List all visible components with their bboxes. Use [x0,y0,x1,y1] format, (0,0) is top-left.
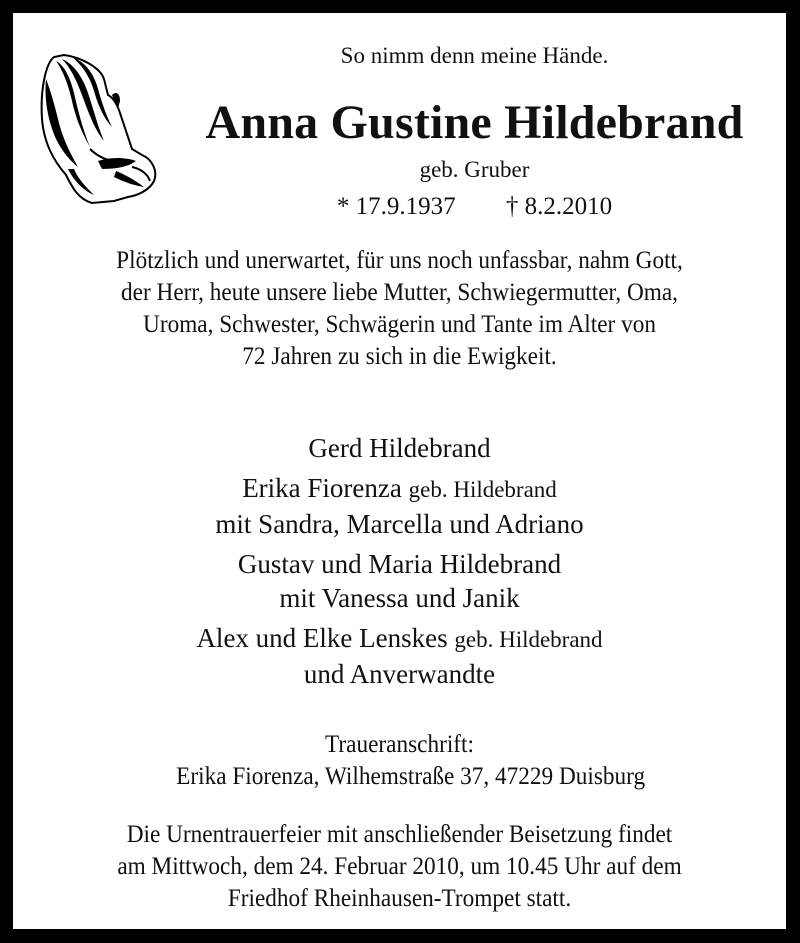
life-dates [163,193,786,221]
announcement-line: 72 Jahren zu sich in die Ewigkeit. [242,343,557,370]
mourner-name: Gustav und Maria Hildebrand [237,549,562,579]
mourner-name: Alex und Elke Lenskes [196,623,448,653]
motto-text: So nimm denn meine Hände. [340,43,609,68]
death-date: † 8.2.2010 [505,193,613,220]
obituary-notice [13,13,786,929]
birth-date: * 17.9.1937 [336,193,456,220]
announcement-text [40,245,759,373]
mourner-note: geb. Hildebrand [454,627,603,652]
mourner-name: Gerd Hildebrand [308,433,491,463]
ceremony-line: Die Urnentrauerfeier mit anschließender Beisetzung findet [126,821,673,848]
ceremony-line: am Mittwoch, dem 24. Februar 2010, um 10.45 Uhr auf dem [117,853,682,880]
deceased-name: Anna Gustine Hildebrand [205,96,744,149]
maiden-name: geb. Gruber [419,157,530,182]
mourners-list [13,431,786,691]
ceremony-info [40,819,759,915]
announcement-line: Plötzlich und unerwartet, für uns noch unfassbar, nahm Gott, [116,247,683,274]
announcement-line: der Herr, heute unsere liebe Mutter, Schwiegermutter, Oma, [121,279,678,306]
praying-hands-icon [32,49,162,209]
announcement-line: Uroma, Schwester, Schwägerin und Tante im Alter von [143,311,656,338]
mourner-with: mit Sandra, Marcella und Adriano [215,509,584,539]
address-text: Erika Fiorenza, Wilhemstraße 37, 47229 Duisburg [176,763,646,790]
address-label: Traueranschrift: [325,731,474,758]
mourner-with: mit Vanessa und Janik [279,583,520,613]
mourner-name: Erika Fiorenza [242,473,402,503]
ceremony-line: Friedhof Rheinhausen-Trompet statt. [227,885,572,912]
mourning-address [40,729,759,793]
mourner-entry [13,471,786,507]
mourner-entry [13,621,786,657]
mourner-note: geb. Hildebrand [408,477,557,502]
mourner-with: und Anverwandte [303,659,496,689]
